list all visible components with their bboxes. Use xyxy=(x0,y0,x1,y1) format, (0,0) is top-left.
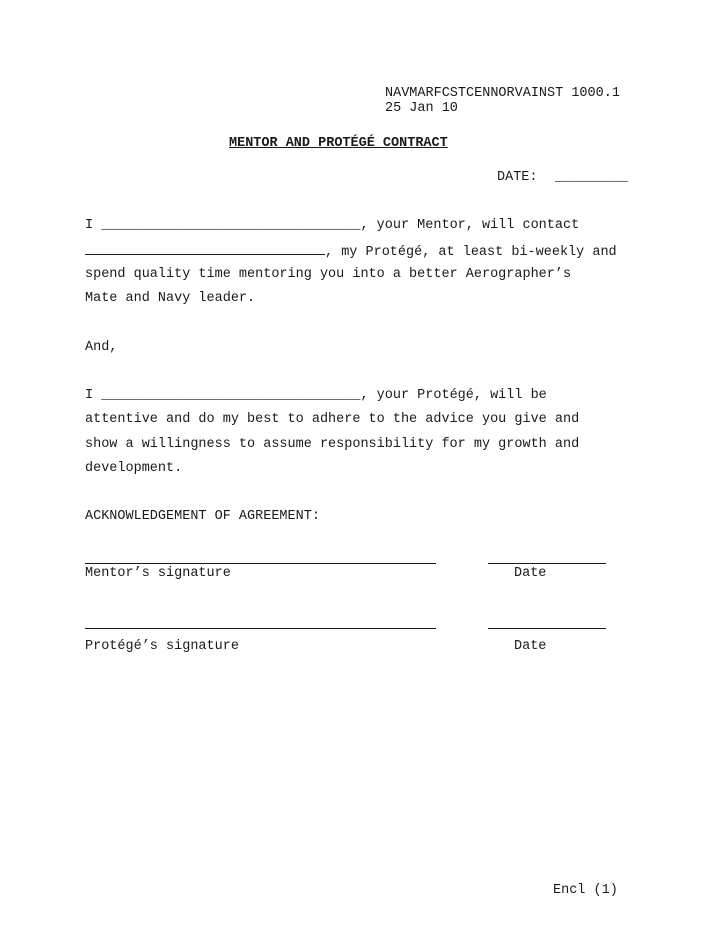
instruction-date: 25 Jan 10 xyxy=(385,101,458,116)
protege-line-4: development. xyxy=(85,461,183,476)
protege-line-1-suffix: , your Protégé, will be xyxy=(360,388,547,403)
mentor-line-1 xyxy=(85,218,579,234)
protege-line-3: show a willingness to assume responsibility for my growth and xyxy=(85,437,580,452)
mentor-line-1-suffix: , your Mentor, will contact xyxy=(360,218,580,233)
mentor-signature-line[interactable] xyxy=(85,563,436,564)
protege-date-line[interactable] xyxy=(488,628,606,629)
date-label: DATE: xyxy=(497,170,538,185)
protege-line-1 xyxy=(85,388,547,404)
document-title: MENTOR AND PROTÉGÉ CONTRACT xyxy=(229,136,448,151)
mentor-name-blank[interactable]: ________________________________ xyxy=(101,218,361,233)
date-blank-field[interactable]: _________ xyxy=(555,170,628,185)
enclosure-label: Encl (1) xyxy=(553,883,618,898)
mentor-line-4: Mate and Navy leader. xyxy=(85,291,256,306)
instruction-reference: NAVMARFCSTCENNORVAINST 1000.1 xyxy=(385,86,620,101)
mentor-line-2-suffix: , my Protégé, at least bi-weekly and xyxy=(325,245,617,260)
mentor-date-label: Date xyxy=(514,566,547,581)
protege-signature-label: Protégé’s signature xyxy=(85,639,239,654)
mentor-signature-label: Mentor’s signature xyxy=(85,566,231,581)
protege-line-2: attentive and do my best to adhere to the advice you give and xyxy=(85,412,580,427)
mentor-line-1-prefix: I xyxy=(85,218,102,233)
acknowledgement-heading: ACKNOWLEDGEMENT OF AGREEMENT: xyxy=(85,509,320,524)
protege-line-1-prefix: I xyxy=(85,388,102,403)
protege-self-name-blank[interactable]: ________________________________ xyxy=(101,388,361,403)
mentor-line-3: spend quality time mentoring you into a better Aerographer’s xyxy=(85,267,572,282)
mentor-line-2 xyxy=(85,242,617,261)
protege-date-label: Date xyxy=(514,639,547,654)
protege-signature-line[interactable] xyxy=(85,628,436,629)
and-text: And, xyxy=(85,340,118,355)
protege-name-blank[interactable] xyxy=(85,242,325,255)
mentor-date-line[interactable] xyxy=(488,563,606,564)
